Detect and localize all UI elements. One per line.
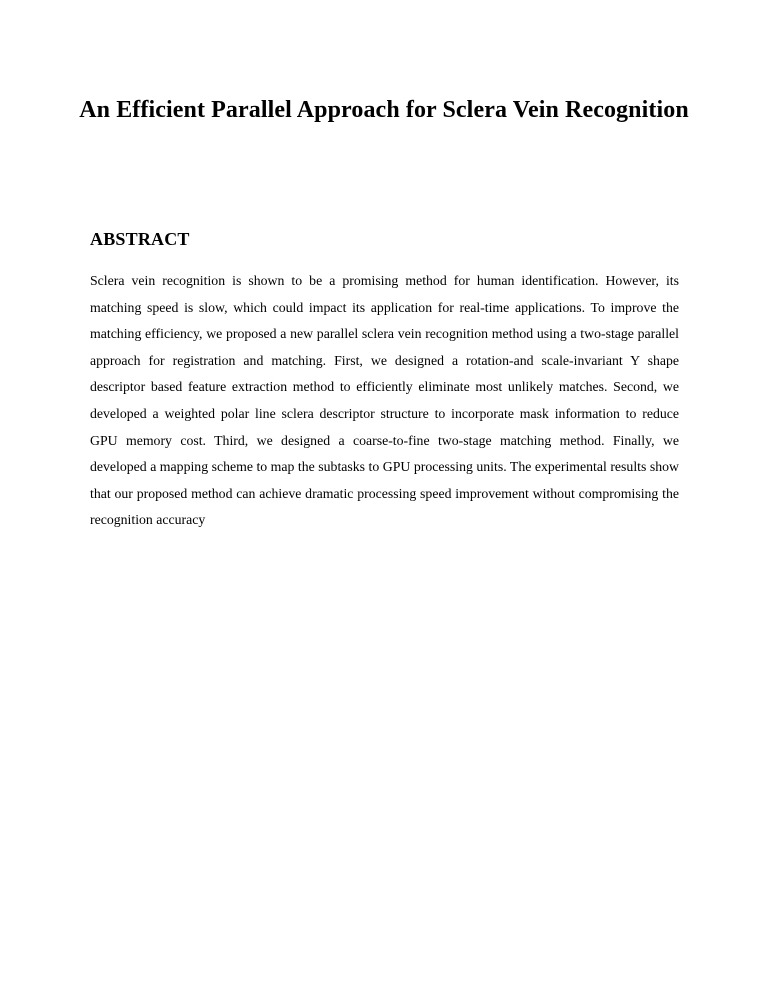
- abstract-heading: ABSTRACT: [90, 229, 190, 249]
- abstract-paragraph: Sclera vein recognition is shown to be a promising method for human identification. However, its matching speed is slow, which could impact its application for real-time applications. To improve the matching efficiency, we proposed a new parallel sclera vein recognition method using a two-stage parallel approach for registration and matching. First, we designed a rotation-and scale-invariant Y shape descriptor based feature extraction method to efficiently eliminate most unlikely matches. Second, we developed a weighted polar line sclera descriptor structure to incorporate mask information to reduce GPU memory cost. Third, we designed a coarse-to-fine two-stage matching method. Finally, we developed a mapping scheme to map the subtasks to GPU processing units. The experimental results show that our proposed method can achieve dramatic processing speed improvement without compromising the recognition accuracy: [90, 273, 679, 528]
- paper-title: An Efficient Parallel Approach for Sclera Vein Recognition: [79, 97, 689, 123]
